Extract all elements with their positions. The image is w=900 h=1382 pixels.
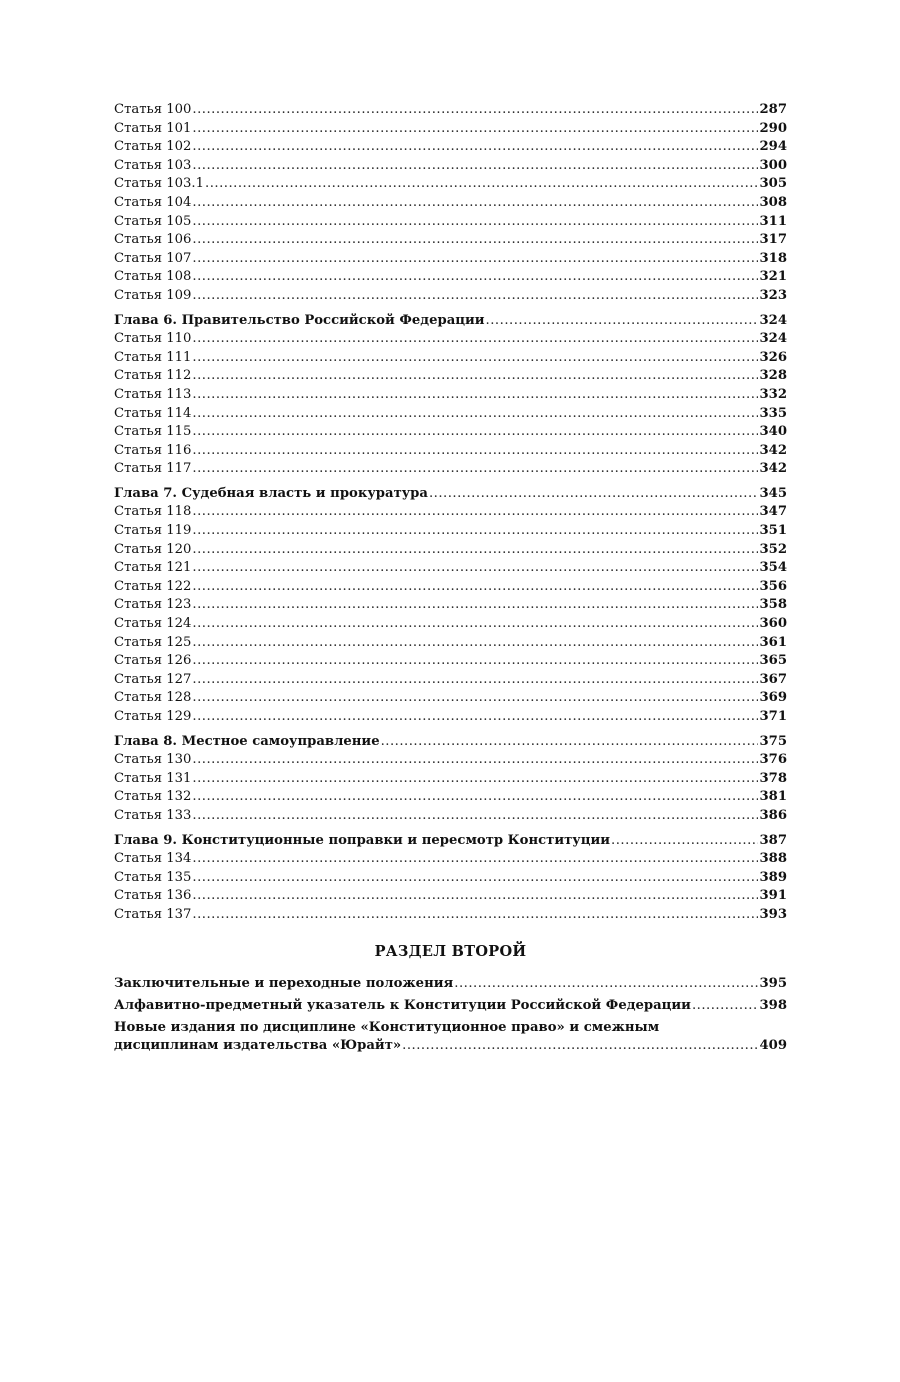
article-label: Статья 136 (114, 888, 192, 904)
leader-dots (192, 708, 758, 727)
page-number: 367 (759, 671, 787, 687)
entry-title: Алфавитно-предметный указатель к Конституции Российской Федерации (114, 997, 691, 1013)
leader-dots (205, 175, 758, 194)
article-entry[interactable] (114, 522, 787, 541)
leader-dots (192, 268, 758, 287)
page-number: 332 (759, 386, 787, 402)
page-number: 324 (759, 312, 787, 328)
leader-dots (192, 330, 758, 349)
page-number: 378 (759, 770, 787, 786)
chapter-9-heading[interactable] (114, 832, 787, 851)
page-number: 347 (759, 504, 787, 520)
page-number: 321 (759, 269, 787, 285)
article-entry[interactable] (114, 423, 787, 442)
chapter-7-articles (114, 503, 787, 726)
article-entry[interactable] (114, 194, 787, 213)
leader-dots (192, 349, 758, 368)
leader-dots (192, 157, 758, 176)
page-number: 386 (759, 807, 787, 823)
article-entry[interactable] (114, 175, 787, 194)
chapter-title: Глава 9. Конституционные поправки и пересмотр Конституции (114, 832, 611, 848)
article-entry[interactable] (114, 250, 787, 269)
leader-dots (192, 250, 758, 269)
section-2-title: РАЗДЕЛ ВТОРОЙ (374, 942, 527, 960)
article-entry[interactable] (114, 671, 787, 690)
leader-dots (381, 733, 759, 752)
article-entry[interactable] (114, 541, 787, 560)
article-label: Статья 125 (114, 634, 192, 650)
article-entry[interactable] (114, 788, 787, 807)
page-number: 305 (759, 176, 787, 192)
page-number: 287 (759, 102, 787, 117)
page-number: 393 (759, 906, 787, 922)
leader-dots (402, 1037, 758, 1055)
page-number: 376 (759, 752, 787, 768)
article-label: Статья 103.1 (114, 176, 204, 192)
page-number: 361 (759, 634, 787, 650)
leader-dots (192, 850, 758, 869)
article-label: Статья 104 (114, 194, 192, 210)
leader-dots (192, 634, 758, 653)
chapter-title: Глава 7. Судебная власть и прокуратура (114, 485, 428, 501)
chapter-title: Глава 8. Местное самоуправление (114, 733, 380, 749)
leader-dots (192, 231, 758, 250)
articles-block-1 (114, 101, 787, 306)
article-label: Статья 110 (114, 331, 192, 347)
leader-dots (192, 887, 758, 906)
article-entry[interactable] (114, 442, 787, 461)
article-label: Статья 135 (114, 869, 192, 885)
article-label: Статья 113 (114, 386, 192, 402)
article-entry[interactable] (114, 634, 787, 653)
leader-dots (192, 788, 758, 807)
article-entry[interactable] (114, 213, 787, 232)
page-number: 328 (759, 368, 787, 384)
page-number: 318 (759, 250, 787, 266)
page-number: 398 (759, 997, 787, 1013)
article-entry[interactable] (114, 596, 787, 615)
leader-dots (192, 751, 758, 770)
article-label: Статья 109 (114, 287, 192, 303)
article-entry[interactable] (114, 652, 787, 671)
article-label: Статья 118 (114, 504, 192, 520)
page-number: 290 (759, 120, 787, 136)
article-entry[interactable] (114, 807, 787, 826)
article-label: Статья 119 (114, 523, 192, 539)
leader-dots (429, 485, 759, 504)
article-label: Статья 115 (114, 424, 192, 440)
article-label: Статья 117 (114, 461, 192, 477)
page-number: 354 (759, 560, 787, 576)
article-entry[interactable] (114, 349, 787, 368)
page-number: 335 (759, 405, 787, 421)
article-label: Статья 112 (114, 368, 192, 384)
article-label: Статья 131 (114, 770, 192, 786)
page-number: 300 (759, 157, 787, 173)
article-label: Статья 124 (114, 616, 192, 632)
page-number: 351 (759, 523, 787, 539)
leader-dots (611, 832, 758, 851)
leader-dots (192, 807, 758, 826)
article-label: Статья 101 (114, 120, 192, 136)
article-entry[interactable] (114, 231, 787, 250)
leader-dots (192, 386, 758, 405)
article-label: Статья 121 (114, 560, 192, 576)
page-number: 409 (759, 1037, 787, 1053)
article-entry[interactable] (114, 367, 787, 386)
page-number: 342 (759, 442, 787, 458)
article-entry[interactable] (114, 869, 787, 888)
entry-title-line-2: дисциплинам издательства «Юрайт» (114, 1037, 402, 1053)
article-entry[interactable] (114, 615, 787, 634)
article-label: Статья 132 (114, 789, 192, 805)
article-entry[interactable] (114, 460, 787, 479)
article-label: Статья 123 (114, 597, 192, 613)
page-number: 340 (759, 424, 787, 440)
leader-dots (192, 541, 758, 560)
article-entry[interactable] (114, 330, 787, 349)
article-label: Статья 114 (114, 405, 192, 421)
page-number: 294 (759, 139, 787, 155)
entry-title-line-1: Новые издания по дисциплине «Конституционное право» и смежным (114, 1019, 660, 1035)
page-number: 358 (759, 597, 787, 613)
section-2-entries (114, 973, 787, 1055)
article-label: Статья 127 (114, 671, 192, 687)
chapter-7-heading[interactable] (114, 485, 787, 504)
article-label: Статья 116 (114, 442, 192, 458)
page-number: 388 (759, 851, 787, 867)
article-entry[interactable] (114, 157, 787, 176)
page-number: 371 (759, 709, 787, 724)
leader-dots (192, 652, 758, 671)
leader-dots (192, 194, 758, 213)
leader-dots (192, 138, 758, 157)
article-label: Статья 106 (114, 232, 192, 248)
article-entry[interactable] (114, 689, 787, 708)
leader-dots (192, 770, 758, 789)
article-entry[interactable] (114, 503, 787, 522)
leader-dots (192, 367, 758, 386)
article-entry[interactable] (114, 559, 787, 578)
chapter-6-articles (114, 330, 787, 479)
leader-dots (192, 671, 758, 690)
final-provisions-entry[interactable] (114, 973, 787, 995)
leader-dots (454, 973, 758, 995)
page-number: 395 (759, 975, 787, 991)
chapter-6-heading[interactable] (114, 312, 787, 331)
article-entry[interactable] (114, 138, 787, 157)
page-number: 326 (759, 349, 787, 365)
chapter-8-heading[interactable] (114, 733, 787, 752)
entry-title: Заключительные и переходные положения (114, 975, 454, 991)
article-label: Статья 100 (114, 102, 192, 117)
page-number: 308 (759, 194, 787, 210)
article-entry[interactable] (114, 708, 787, 727)
page-number: 381 (759, 789, 787, 805)
page-number: 324 (759, 331, 787, 347)
leader-dots (192, 578, 758, 597)
page-number: 342 (759, 461, 787, 477)
leader-dots (192, 120, 758, 139)
article-label: Статья 128 (114, 690, 192, 706)
leader-dots (192, 405, 758, 424)
article-label: Статья 122 (114, 578, 192, 594)
page-number: 323 (759, 287, 787, 303)
page-number: 391 (759, 888, 787, 904)
article-label: Статья 120 (114, 541, 192, 557)
article-label: Статья 108 (114, 269, 192, 285)
article-entry[interactable] (114, 887, 787, 906)
article-label: Статья 111 (114, 349, 192, 365)
page-number: 387 (759, 832, 787, 848)
leader-dots (192, 460, 758, 479)
page-number: 317 (759, 232, 787, 248)
article-entry[interactable] (114, 578, 787, 597)
index-entry[interactable] (114, 995, 787, 1017)
leader-dots (192, 101, 758, 120)
article-entry[interactable] (114, 287, 787, 306)
article-label: Статья 103 (114, 157, 192, 173)
article-label: Статья 129 (114, 709, 192, 724)
leader-dots (692, 995, 759, 1017)
article-entry[interactable] (114, 101, 787, 120)
article-label: Статья 105 (114, 213, 192, 229)
leader-dots (192, 213, 758, 232)
page-number: 345 (759, 485, 787, 501)
leader-dots (192, 596, 758, 615)
article-label: Статья 137 (114, 906, 192, 922)
leader-dots (192, 615, 758, 634)
page-number: 375 (759, 733, 787, 749)
leader-dots (192, 442, 758, 461)
page-number: 365 (759, 653, 787, 669)
page-number: 360 (759, 616, 787, 632)
article-entry[interactable] (114, 770, 787, 789)
new-editions-entry[interactable] (114, 1019, 787, 1055)
chapter-9-articles (114, 850, 787, 924)
leader-dots (192, 689, 758, 708)
leader-dots (486, 312, 759, 331)
leader-dots (192, 423, 758, 442)
article-label: Статья 133 (114, 807, 192, 823)
chapter-title: Глава 6. Правительство Российской Федерации (114, 312, 485, 328)
article-entry[interactable] (114, 386, 787, 405)
article-entry[interactable] (114, 405, 787, 424)
article-label: Статья 134 (114, 851, 192, 867)
leader-dots (192, 869, 758, 888)
chapter-8-articles (114, 751, 787, 825)
article-label: Статья 126 (114, 653, 192, 669)
page-number: 352 (759, 541, 787, 557)
article-label: Статья 130 (114, 752, 192, 768)
leader-dots (192, 522, 758, 541)
page-number: 389 (759, 869, 787, 885)
page-number: 356 (759, 578, 787, 594)
article-label: Статья 107 (114, 250, 192, 266)
page-number: 369 (759, 690, 787, 706)
article-entry[interactable] (114, 850, 787, 869)
leader-dots (192, 559, 758, 578)
table-of-contents (114, 101, 787, 1055)
article-entry[interactable] (114, 751, 787, 770)
leader-dots (192, 503, 758, 522)
page-number: 311 (759, 213, 787, 229)
leader-dots (192, 287, 758, 306)
article-label: Статья 102 (114, 139, 192, 155)
article-entry[interactable] (114, 120, 787, 139)
article-entry[interactable] (114, 906, 787, 925)
article-entry[interactable] (114, 268, 787, 287)
leader-dots (192, 906, 758, 925)
